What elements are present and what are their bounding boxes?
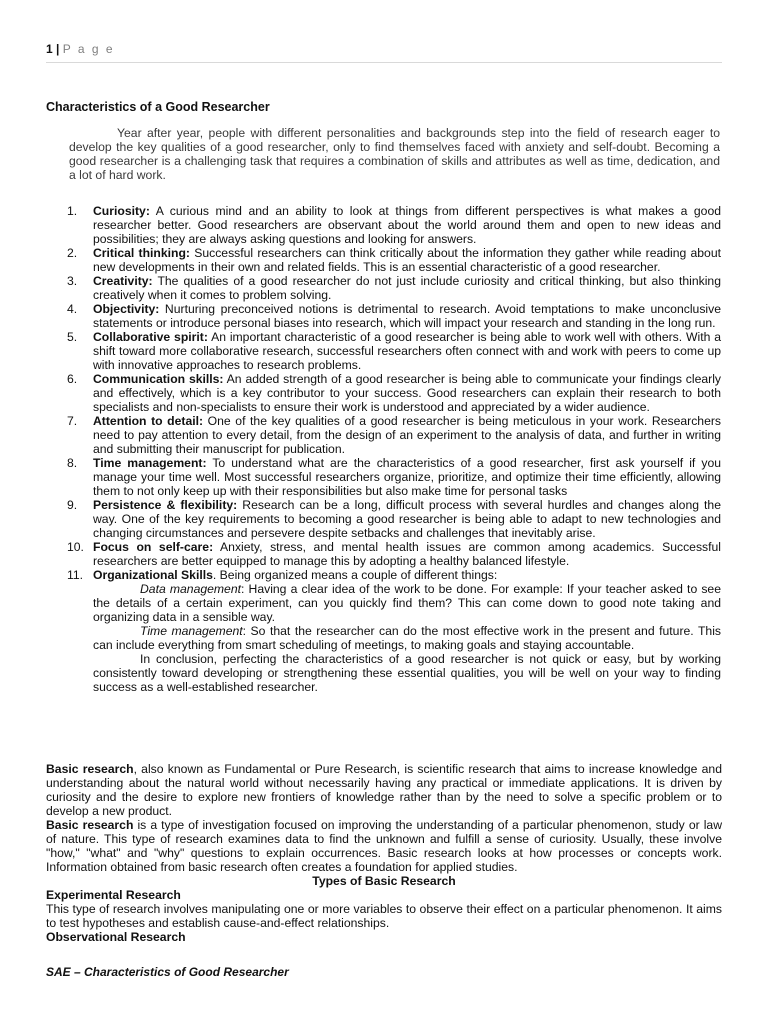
list-item <box>67 246 721 274</box>
list-item-term: Focus on self-care: <box>93 540 214 554</box>
conclusion-text: In conclusion, perfecting the characteristics of a good researcher is not quick or easy, but by working consistently toward developing or strengthening these essential qualities, you will be well on your way to finding success as a well-established researcher. <box>93 652 721 694</box>
page-header <box>46 42 722 63</box>
list-item-number: 3. <box>67 274 78 288</box>
basic-research-term-2: Basic research <box>46 818 134 832</box>
list-item-text: The qualities of a good researcher do not just include curiosity and critical thinking, but also thinking creatively when it comes to problem solving. <box>93 274 721 302</box>
list-item-number: 1. <box>67 204 78 218</box>
list-item <box>67 204 721 246</box>
list-item-term: Persistence & flexibility: <box>93 498 238 512</box>
list-item-text: Research can be a long, difficult process with several hurdles and changes along the way. One of the key requirements to becoming a good researcher is being able to adapt to new technologies and changing circumstances and persevere despite setbacks and challenges that inevitably arise. <box>93 498 721 540</box>
list-item-term: Communication skills: <box>93 372 224 386</box>
list-item-term: Creativity: <box>93 274 153 288</box>
time-management-text: : So that the researcher can do the most effective work in the present and future. This can include everything from smart scheduling of meetings, to making goals and staying accountable. <box>93 624 721 652</box>
list-item <box>67 568 721 694</box>
list-item-text: Anxiety, stress, and mental health issues are common among academics. Successful researchers are better equipped to manage this by adopting a healthy balanced lifestyle. <box>93 540 722 568</box>
types-heading: Types of Basic Research <box>312 874 456 888</box>
intro-paragraph: Year after year, people with different personalities and backgrounds step into the field of research eager to develop the key qualities of a good researcher, only to find themselves faced with anxiety and self-doubt. Becoming a good researcher is a challenging task that requires a combination of skills and attributes as well as time, dedication, and a lot of hard work. <box>69 126 720 182</box>
basic-research-paragraph-1 <box>46 762 722 818</box>
list-item-number: 6. <box>67 372 78 386</box>
experimental-text: This type of research involves manipulating one or more variables to observe their effect on a particular phenomenon. It aims to test hypotheses and establish cause-and-effect relationships. <box>46 902 722 930</box>
list-item <box>67 498 721 540</box>
list-item <box>67 540 722 568</box>
header-separator: | <box>56 42 60 56</box>
list-item-number: 8. <box>67 456 78 470</box>
basic-research-term-1: Basic research <box>46 762 134 776</box>
list-item-number: 11. <box>67 568 84 582</box>
list-item-text: . Being organized means a couple of different things: <box>212 568 498 582</box>
page-number: 1 <box>46 42 53 56</box>
list-item-text: To understand what are the characteristics of a good researcher, first ask yourself if you manage your time well. Most successful researchers organize, prioritize, and optimize their time efficiently, allowing them to not only keep up with their responsibilities but also make time for personal tasks <box>93 456 721 498</box>
basic-research-paragraph-2 <box>46 818 722 874</box>
list-item-number: 7. <box>67 414 78 428</box>
list-item <box>67 372 722 414</box>
data-management-term: Data management <box>140 582 242 596</box>
basic-research-text-2: is a type of investigation focused on improving the understanding of a particular phenomenon, study or law of nature. This type of research examines data to find the unknown and fulfill a sense of curiosity. Usually, these involve "how," "what" and "why" questions to explain occurrences. Basic research looks at how processes or concepts work. Information obtained from basic research often creates a foundation for applied studies. <box>46 818 722 874</box>
observational-heading: Observational Research <box>46 930 186 944</box>
list-item <box>67 302 721 330</box>
list-item <box>67 456 721 498</box>
list-item-term: Time management: <box>93 456 207 470</box>
list-item-text: An important characteristic of a good researcher is being able to work well with others. With a shift toward more collaborative research, successful researchers often connect with and work with peers to come up with innovative approaches to research problems. <box>93 330 721 372</box>
list-item <box>67 274 721 302</box>
list-item-number: 2. <box>67 246 78 260</box>
experimental-heading: Experimental Research <box>46 888 181 902</box>
list-item-number: 5. <box>67 330 78 344</box>
page-footer: SAE – Characteristics of Good Researcher <box>46 965 289 979</box>
list-item-term: Curiosity: <box>93 204 150 218</box>
time-management-term: Time management <box>140 624 243 638</box>
time-management-paragraph <box>93 624 721 652</box>
data-management-text: : Having a clear idea of the work to be done. For example: If your teacher asked to see the details of a certain experiment, can you quickly find them? This can come down to good note taking and organizing data in a sensible way. <box>93 582 721 624</box>
list-item <box>67 330 721 372</box>
list-item-term: Objectivity: <box>93 302 160 316</box>
conclusion-paragraph <box>93 652 721 694</box>
characteristics-list <box>67 204 722 694</box>
list-item-text: A curious mind and an ability to look at things from different perspectives is what makes a good researcher better. Good researchers are observant about the world around them and open to new ideas and possibilities; they are always asking questions and looking for answers. <box>93 204 721 246</box>
list-item-number: 4. <box>67 302 78 316</box>
list-item-term: Organizational Skills <box>93 568 213 582</box>
document-title: Characteristics of a Good Researcher <box>46 100 270 114</box>
list-item-text: One of the key qualities of a good researcher is being meticulous in your work. Researchers need to pay attention to every detail, from the design of an experiment to the analysis of data, and further in writing and submitting their manuscript for publication. <box>93 414 721 456</box>
basic-research-text-1: , also known as Fundamental or Pure Research, is scientific research that aims to increase knowledge and understanding about the natural world without necessarily having any practical or immediate applications. It is driven by curiosity and the desire to explore new frontiers of knowledge rather than by the need to solve a specific problem or to develop a new product. <box>46 762 722 818</box>
list-item-number: 9. <box>67 498 78 512</box>
list-item-term: Attention to detail: <box>93 414 204 428</box>
list-item-text: An added strength of a good researcher is being able to communicate your findings clearly and effectively, which is a key contributor to your success. Good researchers can explain their research to both specialists and non-specialists to ensure their work is understood and appreciated by a wider audience. <box>93 372 722 414</box>
list-item-term: Critical thinking: <box>93 246 190 260</box>
page-label: P a g e <box>62 42 115 56</box>
list-item <box>67 414 721 456</box>
list-item-text: Successful researchers can think critically about the information they gather while reading about new developments in their own and related fields. This is an essential characteristic of a good researcher. <box>93 246 721 274</box>
list-item-number: 10. <box>67 540 84 554</box>
data-management-paragraph <box>93 582 721 624</box>
basic-research-section <box>46 762 722 944</box>
list-item-term: Collaborative spirit: <box>93 330 208 344</box>
list-item-text: Nurturing preconceived notions is detrimental to research. Avoid temptations to make unconclusive statements or introduce personal biases into research, which will impact your research and standing in the long run. <box>93 302 721 330</box>
